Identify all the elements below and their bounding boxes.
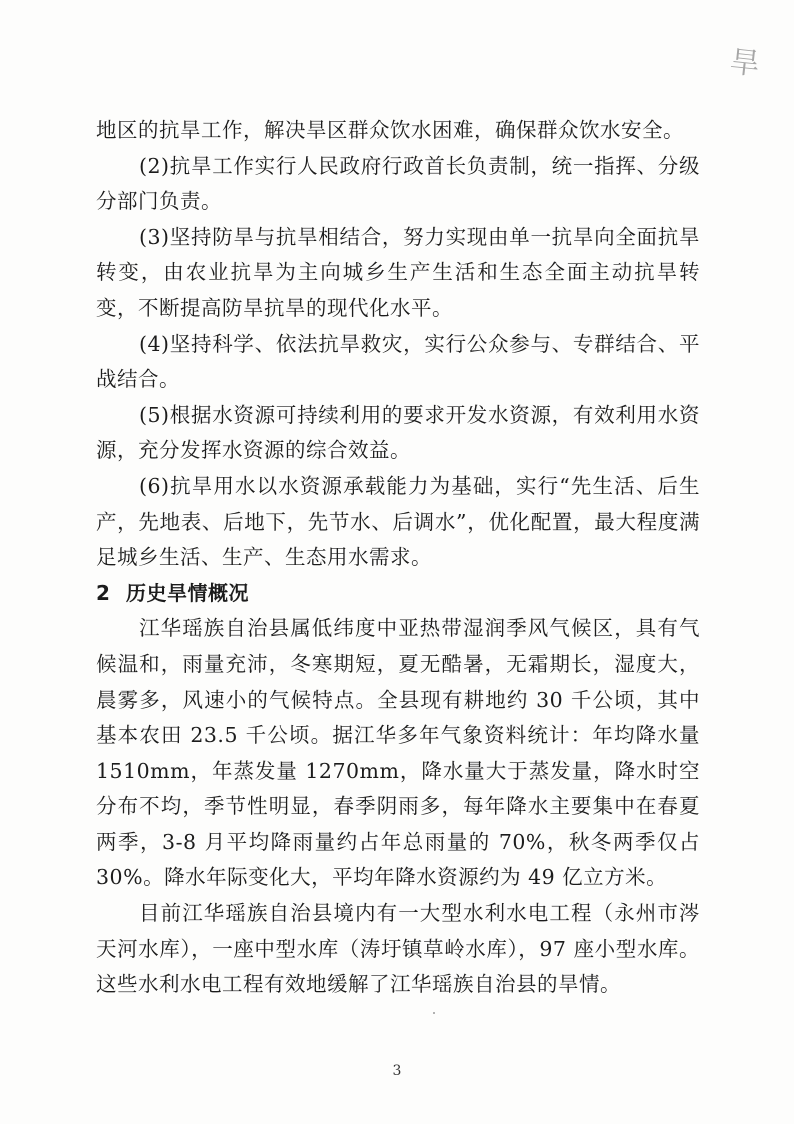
section-paragraph-reservoirs: 目前江华瑶族自治县境内有一大型水利水电工程（永州市涔天河水库），一座中型水库（涛圩镇草岭水库），97 座小型水库。这些水利水电工程有效地缓解了江华瑶族自治县的旱情。 [96,901,700,997]
paragraph-item-5: (5)根据水资源可持续利用的要求开发水资源，有效利用水资源，充分发挥水资源的综合效益。 [96,402,700,463]
paragraph-item-3: (3)坚持防旱与抗旱相结合，努力实现由单一抗旱向全面抗旱转变，由农业抗旱为主向城乡生产生活和生态全面主动抗旱转变，不断提高防旱抗旱的现代化水平。 [96,224,700,320]
page-number: 3 [392,1063,402,1079]
paragraph-item-6: (6)抗旱用水以水资源承载能力为基础，实行“先生活、后生产，先地表、后地下，先节水、后调水”，优化配置，最大程度满足城乡生活、生产、生态用水需求。 [96,473,700,570]
section-paragraph-climate: 江华瑶族自治县属低纬度中亚热带湿润季风气候区，具有气候温和，雨量充沛，冬寒期短，夏无酷暑，无霜期长，湿度大，晨雾多，风速小的气候特点。全县现有耕地约 30 千公顷，其中基本农田 23.5 千公顷。据江华多年气象资料统计：年均降水量1510mm，年蒸发量 1270mm，降水量大于蒸发量，降水时空分布不均，季节性明显，春季阴雨多，每年降水主要集中在春夏两季，3-8 月平均降雨量约占年总雨量的 70%，秋冬两季仅占 30%。降水年际变化大，平均年降水资源约为 49 亿立方米。 [96,616,700,890]
paragraph-item-2: (2)抗旱工作实行人民政府行政首长负责制，统一指挥、分级分部门负责。 [96,153,700,214]
scan-speck [433,1012,435,1014]
paragraph-item-4: (4)坚持科学、依法抗旱救灾，实行公众参与、专群结合、平战结合。 [96,331,700,392]
section-heading [96,576,700,612]
section-number: 2 [96,580,111,605]
section-title: 历史旱情概况 [126,580,249,605]
paragraph-continuation: 地区的抗旱工作，解决旱区群众饮水困难，确保群众饮水安全。 [96,118,684,142]
margin-annotation: 旱 [727,44,762,83]
document-body [96,113,700,1003]
